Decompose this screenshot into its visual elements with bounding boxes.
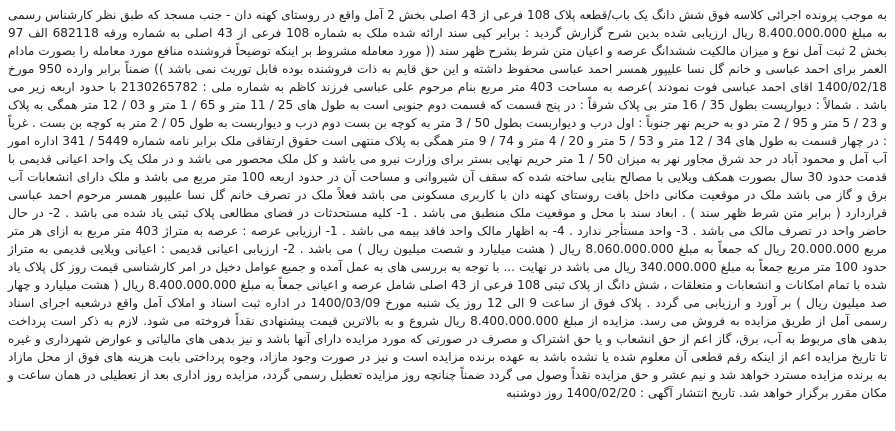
- notice-body-text: به موجب پرونده اجرائی کلاسه فوق شش دانگ یک باب/قطعه پلاک 108 فرعی از 43 اصلی بخش 2 آمل واقع در روستای کهنه دان - جنب مسجد که طبق نظر کارشناس رسمی به مبلغ 8.400.000.000 ریال ارزیابی شده بدین شرح گزارش گردید : برابر کپی سند ارائه شده ملک به شماره 108 فرعی از 43 اصلی به شماره ورقه 682118 الف 97 بخش 2 ثبت آمل نوع و میزان مالکیت ششدانگ عرصه و اعیان متن شرط بشرح ظهر سند (( مورد معامله مشروط بر اینکه توضیحاً فروشنده منافع مورد معامله را بصورت مادام العمر برای احمد عباسی و خانم گل نسا علیپور همسر احمد عباسی محفوظ داشته و این حق قایم به ذات فروشنده بوده قابل توریث نمی باشد )) ضمناً برابر وارده 950 مورخ 1400/02/18 اقای احمد عباسی فوت نمودند )عرصه به مساحت 403 متر مربع بنام مرحوم علی عباسی فرزند کاظم به شماره ملی : 2130265782 با حدود اربعه زیر می باشد . شمالاً : دیوارپست بطول 35 / 16 متر بی پلاک شرقاً : در پنج قسمت که قسمت دوم جنوبی است به طول های 25 / 11 متر و 65 / 1 متر و 03 / 12 متر همگی به پلاک و 23 / 5 متر و 95 / 2 متر دو به حریم نهر جنوباً : اول درب و دیواربست بطول 50 / 3 متر به کوچه بن بست دوم درب و دیواربست به طول 05 / 2 متر به کوچه بن بست . غرباً : در چهار قسمت به طول های 34 / 12 متر و 53 / 5 متر و 20 / 4 متر و 74 / 9 متر همگی به پلاک منتهی است حقوق ارتفاقی ملک برابر نامه شماره 5449 / 341 اداره امور آب آمل و محمود آباد در حد شرق مجاور نهر به میزان 50 / 1 متر حریم نهایی بستر برای وزارت نیرو می باشد و کل ملک محصور می باشد و در ملک یک واحد اعیانی قدیمی با قدمت حدود 30 سال بصورت همکف ویلایی با مصالح بنایی ساخته شده که سقف آن شیروانی و مساحت آن در حدود اربعه 100 متر مربع می باشد و ملک دارای انشعابات آب برق و گاز می باشد ملک در موقعیت مکانی داخل بافت روستای کهنه دان با کاربری مسکونی می باشد فعلاً ملک در تصرف خانم گل نسا علیپور همسر مرحوم احمد عباسی قراردارد ( برابر متن شرط ظهر سند ) . ابعاد سند با محل و موقعیت ملک منطبق می باشد . 1- کلیه مستحدثات در فضای مطالعی پلاک ثبتی یاد شده می باشد . 2- در حال حاضر واحد در تصرف مالک می باشد . 3- واحد مستأجر ندارد . 4- به اظهار مالک واحد فاقد بیمه می باشد . 1- ارزیابی عرصه : عرصه به متراژ 403 متر مربع به ازای هر متر مربع 20.000.000 ریال که جمعاً به مبلغ 8.060.000.000 ریال ( هشت میلیارد و شصت میلیون ریال ) می باشد . 2- ارزیابی اعیانی قدیمی : اعیانی ویلایی قدیمی به متراژ حدود 100 متر مربع جمعاً به مبلغ 340.000.000 ریال می باشد در نهایت ... با توجه به بررسی های به عمل آمده و جمیع عوامل دخیل در امر کارشناسی قیمت روز کل پلاک یاد شده با تمام امکانات و انشعابات و متعلقات ، شش دانگ از پلاک ثبتی 108 فرعی از 43 اصلی شامل عرصه و اعیانی جمعاً به مبلغ 8.400.000.000 ریال ( هشت میلیارد و چهار صد میلیون ریال ) بر آورد و ارزیابی می گردد . پلاک فوق از ساعت 9 الی 12 روز یک شنبه مورخ 1400/03/09 در اداره ثبت اسناد و املاک آمل واقع درشعبه اجرای اسناد رسمی آمل از طریق مزایده به فروش می رسد. مزایده از مبلغ 8.400.000.000 ریال شروع و به بالاترین قیمت پیشنهادی نقداً فروخته می شود. لازم به ذکر است پرداخت بدهی های مربوط به آب، برق، گاز اعم از حق انشعاب و یا حق اشتراک و مصرف در صورتی که مورد مزایده دارای آنها باشد و نیز بدهی های مالیاتی و عوارض شهرداری و غیره تا تاریخ مزایده اعم از اینکه رقم قطعی آن معلوم شده یا نشده باشد به عهده برنده مزایده است و نیز در صورت وجود مازاد، وجوه پرداختی بابت هزینه های فوق از محل مازاد به برنده مزایده مسترد خواهد شد و نیم عشر و حق مزایده نقداً وصول می گردد ضمناً چنانچه روز مزایده تعطیل رسمی گردد، مزایده روز اداری بعد از تعطیلی در همان ساعت و مکان مقرر برگزار خواهد شد. تاریخ انتشار آگهی : 1400/02/20 روز دوشنبه: [8, 8, 888, 400]
